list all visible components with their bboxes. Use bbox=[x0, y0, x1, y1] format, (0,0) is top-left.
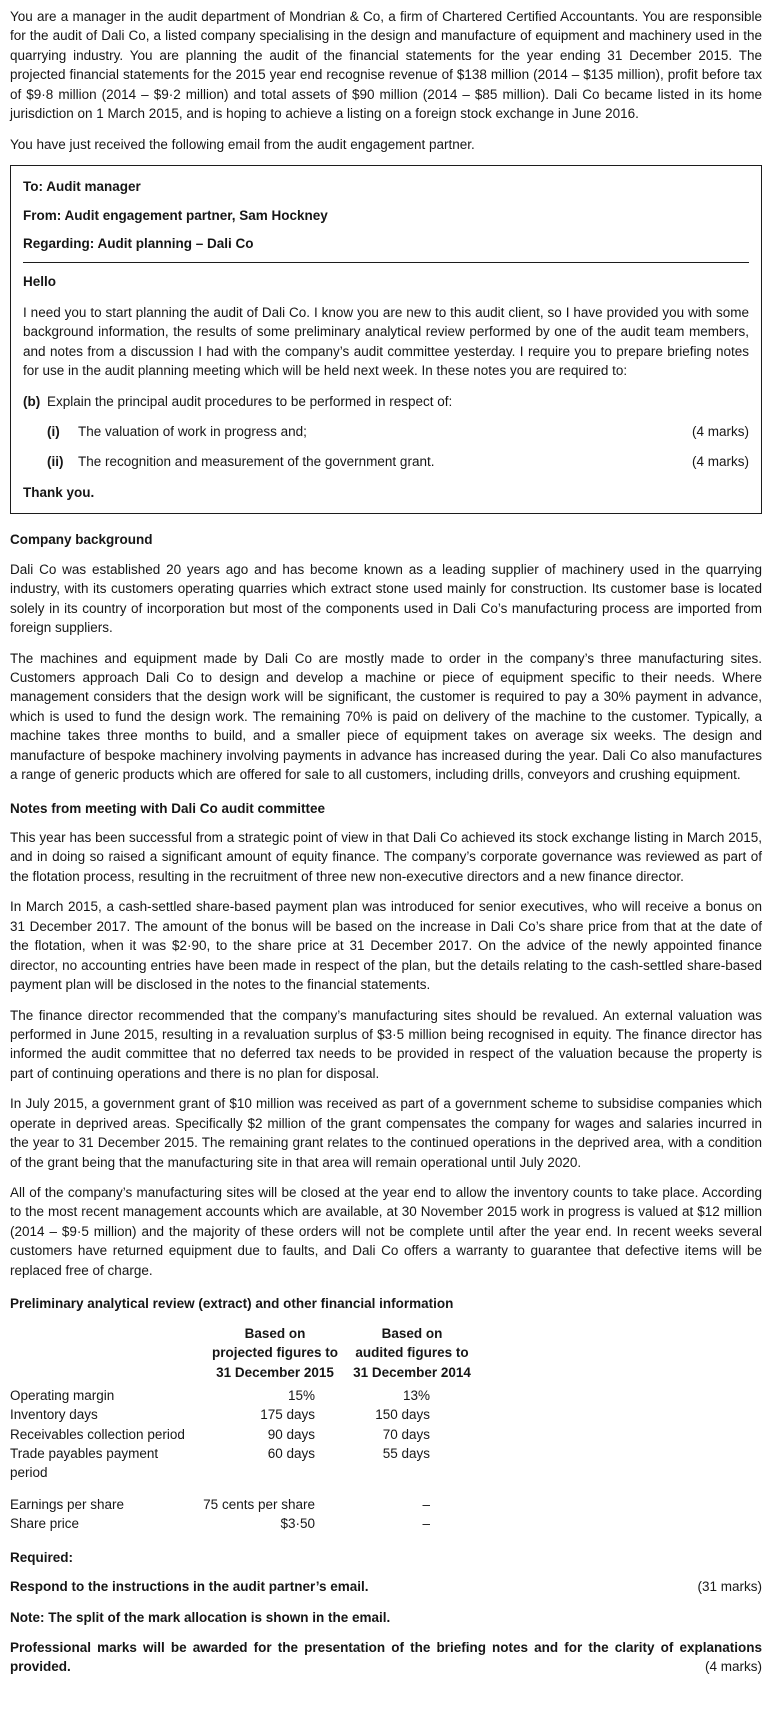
column-header-2014-line2: audited figures to bbox=[355, 1345, 469, 1361]
background-paragraph-1: Dali Co was established 20 years ago and has become known as a leading supplier of machinery used in the quarrying industry, with its customers operating quarries which extract stone used mainly for construction. Its customer base is located solely in its country of incorporation but most of the components used in Dali Co’s manufacturing process are imported from foreign suppliers. bbox=[10, 561, 762, 636]
item-b-text: Explain the principal audit procedures to be performed in respect of: bbox=[47, 393, 453, 409]
notes-paragraph-2: In March 2015, a cash-settled share-based payment plan was introduced for senior executives, who will receive a bonus on 31 December 2017. The amount of the bonus will be based on the increase in Dali Co’s share price from that at the date of the flotation, when it was $2·90, to the share price at 31 December 2017. On the advice of the newly appointed finance director, no accounting entries have been made in respect of the plan, but the details relating to the cash-settled share-based payment plan will be disclosed in the notes to the financial statements. bbox=[10, 899, 762, 993]
table-row-receivables-collection bbox=[10, 1425, 762, 1444]
row-value-2015: 15% bbox=[287, 1387, 315, 1403]
row-label: Receivables collection period bbox=[10, 1426, 185, 1442]
item-b-label: (b) bbox=[23, 393, 41, 409]
subitem-ii-label: (ii) bbox=[47, 454, 64, 470]
table-group-gap bbox=[10, 1483, 762, 1495]
subitem-i-text: The valuation of work in progress and; bbox=[78, 424, 307, 439]
table-row-earnings-per-share bbox=[10, 1495, 762, 1514]
table-row-inventory-days bbox=[10, 1405, 762, 1424]
required-heading: Required: bbox=[10, 1549, 74, 1565]
row-value-2014: 150 days bbox=[375, 1407, 430, 1423]
subitem-i-label: (i) bbox=[47, 424, 60, 439]
requirement-subitem-ii bbox=[47, 452, 749, 471]
row-label: Earnings per share bbox=[10, 1496, 125, 1512]
row-value-2014: – bbox=[422, 1516, 430, 1532]
required-instruction-line bbox=[10, 1577, 762, 1596]
section-heading-analytical-review: Preliminary analytical review (extract) and other financial information bbox=[10, 1296, 454, 1312]
section-heading-company-background: Company background bbox=[10, 532, 153, 548]
requirement-subitem-i bbox=[47, 422, 749, 441]
section-heading-audit-committee-notes: Notes from meeting with Dali Co audit committee bbox=[10, 800, 326, 816]
column-header-2015-line3: 31 December 2015 bbox=[216, 1364, 334, 1380]
email-greeting: Hello bbox=[23, 274, 57, 290]
email-header-divider bbox=[23, 262, 749, 263]
row-label: Share price bbox=[10, 1516, 80, 1532]
row-value-2015: 75 cents per share bbox=[203, 1496, 315, 1512]
column-header-2014-line1: Based on bbox=[381, 1325, 443, 1341]
professional-marks-block bbox=[10, 1638, 762, 1677]
notes-paragraph-5: All of the company’s manufacturing sites will be closed at the year end to allow the inventory counts to take place. According to the most recent management accounts which are available, at 30 November 2015 work in progress is valued at $12 million (2014 – $9·5 million) and the majority of these orders will not be complete until after the year end. In recent weeks several customers have returned equipment due to faults, and Dali Co offers a warranty to guarantee that defective items will be replaced free of charge. bbox=[10, 1185, 762, 1278]
requirement-item-b bbox=[23, 392, 749, 411]
email-from: From: Audit engagement partner, Sam Hockney bbox=[23, 207, 328, 223]
required-instruction-marks: (31 marks) bbox=[697, 1579, 762, 1595]
row-value-2014: 13% bbox=[402, 1387, 430, 1403]
subitem-ii-text: The recognition and measurement of the government grant. bbox=[78, 454, 435, 470]
row-value-2014: 70 days bbox=[382, 1426, 430, 1442]
row-value-2015: 175 days bbox=[260, 1407, 315, 1423]
column-header-2014 bbox=[332, 1324, 492, 1382]
column-header-2015-line1: Based on bbox=[244, 1325, 306, 1341]
email-body-paragraph: I need you to start planning the audit of Dali Co. I know you are new to this audit client, so I have provided you with some background information, the results of some preliminary analytical review performed by one of the audit team members, and notes from a discussion I had with the company’s audit committee yesterday. I require you to prepare briefing notes for use in the audit planning meeting which will be held next week. In these notes you are required to: bbox=[23, 304, 749, 379]
row-value-2015: 90 days bbox=[267, 1426, 315, 1442]
subitem-ii-marks: (4 marks) bbox=[692, 454, 749, 470]
background-paragraph-2: The machines and equipment made by Dali Co are mostly made to order in the company’s three manufacturing sites. Customers approach Dali Co to design and develop a machine or piece of equipment specific to their needs. Where management considers that the design work will be significant, the customer is required to pay a 30% payment in advance, which is used to fund the design work. The remaining 70% is paid on delivery of the machine to the customer. Typically, a machine takes three months to build, and a smaller piece of equipment takes on average six weeks. The design and manufacture of bespoke machinery involving payments in advance has increased during the year. Dali Co also manufactures a range of generic products which are offered for sale to all customers, including drills, conveyors and crushing equipment. bbox=[10, 650, 762, 783]
column-header-2015 bbox=[195, 1324, 355, 1382]
notes-paragraph-1: This year has been successful from a strategic point of view in that Dali Co achieved its stock exchange listing in March 2015, and in doing so raised a significant amount of equity finance. The company’s corporate governance was reviewed as part of the flotation process, resulting in the recruitment of three new non-executive directors and a new finance director. bbox=[10, 830, 762, 884]
notes-paragraph-3: The finance director recommended that the company’s manufacturing sites should be revalued. An external valuation was performed in June 2015, resulting in a revaluation surplus of $3·5 million being recognised in equity. The finance director has informed the audit committee that no deferred tax needs to be provided in respect of the valuation because the property is part of continuing operations and there is no plan for disposal. bbox=[10, 1007, 762, 1081]
email-closing: Thank you. bbox=[23, 484, 95, 500]
table-row-trade-payables bbox=[10, 1444, 762, 1483]
row-label: Trade payables payment period bbox=[10, 1445, 159, 1481]
row-value-2014: 55 days bbox=[382, 1445, 430, 1461]
email-to: To: Audit manager bbox=[23, 179, 141, 195]
analytical-review-table bbox=[10, 1324, 762, 1534]
row-value-2015: $3·50 bbox=[280, 1516, 315, 1532]
table-row-operating-margin bbox=[10, 1386, 762, 1405]
table-row-share-price bbox=[10, 1514, 762, 1533]
mark-allocation-note: Note: The split of the mark allocation is shown in the email. bbox=[10, 1609, 391, 1625]
professional-marks-value: (4 marks) bbox=[705, 1657, 762, 1676]
row-value-2015: 60 days bbox=[267, 1445, 315, 1461]
email-regarding: Regarding: Audit planning – Dali Co bbox=[23, 235, 254, 251]
email-lead-in: You have just received the following email from the audit engagement partner. bbox=[10, 136, 475, 152]
row-value-2014: – bbox=[422, 1496, 430, 1512]
intro-paragraph: You are a manager in the audit department of Mondrian & Co, a firm of Chartered Certified Accountants. You are responsible for the audit of Dali Co, a listed company specialising in the design and manufacture of equipment and machinery used in the quarrying industry. You are planning the audit of the financial statements for the year ending 31 December 2015. The projected financial statements for the 2015 year end recognise revenue of $138 million (2014 – $135 million), profit before tax of $9·8 million (2014 – $9·2 million) and total assets of $90 million (2014 – $85 million). Dali Co became listed in its home jurisdiction on 1 March 2015, and is hoping to achieve a listing on a foreign stock exchange in June 2016. bbox=[10, 9, 762, 122]
email-box bbox=[10, 165, 762, 514]
row-label: Operating margin bbox=[10, 1387, 115, 1403]
column-header-2014-line3: 31 December 2014 bbox=[353, 1364, 471, 1380]
column-header-2015-line2: projected figures to bbox=[211, 1345, 338, 1361]
subitem-i-marks: (4 marks) bbox=[692, 424, 749, 439]
required-instruction: Respond to the instructions in the audit partner’s email. bbox=[10, 1579, 369, 1595]
row-label: Inventory days bbox=[10, 1407, 98, 1423]
table-header bbox=[10, 1324, 762, 1384]
notes-paragraph-4: In July 2015, a government grant of $10 million was received as part of a government scheme to subsidise companies which operate in deprived areas. Specifically $2 million of the grant compensates the company for wages and salaries incurred in the year to 31 December 2015. The remaining grant relates to the continued operations in the deprived area, with a condition of the grant being that the manufacturing site in that area will remain operational until July 2020. bbox=[10, 1096, 762, 1170]
professional-marks-text: Professional marks will be awarded for the presentation of the briefing notes and for the clarity of explanations provided. bbox=[10, 1640, 762, 1675]
